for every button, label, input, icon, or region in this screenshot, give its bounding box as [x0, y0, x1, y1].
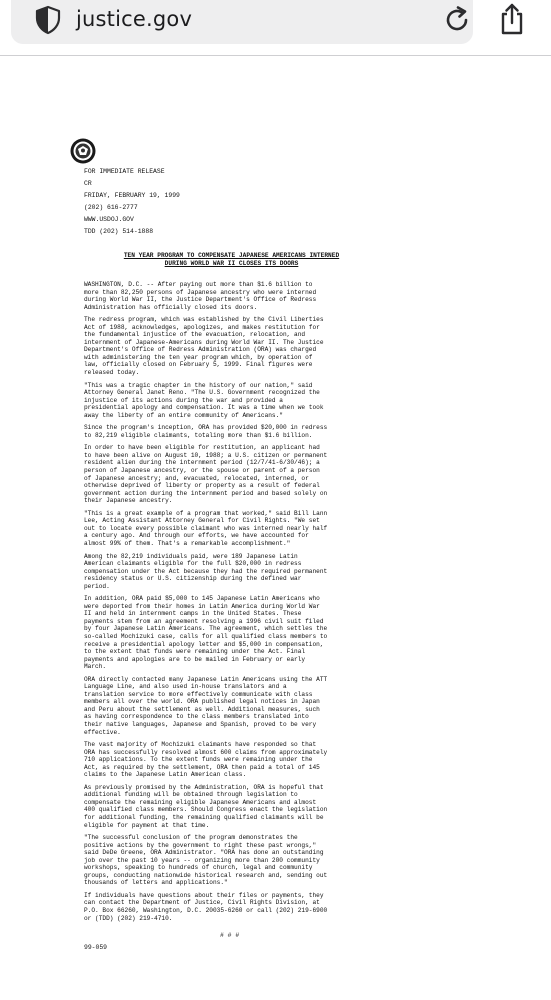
release-body: [84, 281, 380, 927]
shield-half-icon[interactable]: [33, 5, 63, 35]
headline-line-2: DURING WORLD WAR II CLOSES ITS DOORS: [164, 260, 299, 267]
doj-seal-icon: [70, 138, 96, 164]
paragraph: The redress program, which was established by the Civil Liberties Act of 1988, acknowledges, apologizes, and makes restitution for the fundamental injustice of the evacuation, relocation, and internment of Japanese-Americans during World War II. The Justice Department's Office of Redress Administration (ORA) was charged with administering the ten year program which, by operation of law, officially closed on February 5, 1999. Final figures were released today.: [84, 316, 324, 377]
headline: [84, 252, 379, 268]
paragraph: As previously promised by the Administration, ORA is hopeful that additional funding will be obtained through legislation to compensate the remaining eligible Japanese Americans and almost 400 qualified class members. Should Congress enact the legislation for additional funding, the remaining qualified claimants will be eligible for payment at that time.: [84, 783, 328, 829]
division-code: CR: [84, 180, 92, 187]
tdd-number: TDD (202) 514-1888: [84, 228, 154, 235]
release-date: FRIDAY, FEBRUARY 19, 1999: [84, 192, 180, 199]
paragraph: ORA directly contacted many Japanese Latin Americans using the ATT Language Line, and also used in-house translators and a translation service to more effectively communicate with class members all over the world. ORA published legal notices in Japan and Peru about the settlement as well. Additional measures, such as having correspondence to the class members translated into their native languages, Japanese and Spanish, proved to be very effective.: [84, 675, 328, 736]
share-icon[interactable]: [497, 2, 527, 36]
website: WWW.USDOJ.GOV: [84, 216, 134, 223]
address-bar[interactable]: [11, 0, 473, 44]
toolbar-divider: [0, 55, 551, 56]
for-immediate-release: FOR IMMEDIATE RELEASE: [84, 168, 165, 175]
document-number: 99-059: [84, 944, 108, 951]
browser-toolbar: [0, 0, 551, 56]
paragraph: In addition, ORA paid $5,000 to 145 Japanese Latin Americans who were deported from their homes in Latin America during World War II and held in internment camps in the United States. These payments stem from an agreement resolving a 1996 civil suit filed by four Japanese Latin Americans. The agreement, which settles the so-called Mochizuki case, calls for all qualified class members to receive a presidential apology letter and $5,000 in compensation, to the extent that funds were remaining under the Act. Final payments and apologies are to be mailed in February or early March.: [84, 595, 328, 671]
contact-phone: (202) 616-2777: [84, 204, 138, 211]
reload-icon[interactable]: [441, 4, 473, 36]
url-domain[interactable]: justice.gov: [76, 7, 193, 31]
paragraph: Since the program's inception, ORA has provided $20,000 in redress to 82,219 eligible claimants, totaling more than $1.6 billion.: [84, 424, 328, 439]
paragraph: If individuals have questions about their files or payments, they can contact the Department of Justice, Civil Rights Division, at P.O. Box 66260, Washington, D.C. 20035-6260 or call (202) 219-6900 or (TDD) (202) 219-4710.: [84, 891, 328, 922]
paragraph: WASHINGTON, D.C. -- After paying out more than $1.6 billion to more than 82,250 persons of Japanese ancestry who were interned during World War II, the Justice Department's Office of Redress Administration has officially closed its doors.: [84, 281, 317, 311]
paragraph: The vast majority of Mochizuki claimants have responded so that ORA has successfully resolved almost 600 claims from approximately 710 applications. To the extent funds were remaining under the Act, as required by the settlement, ORA then paid a total of 145 claims to the Japanese Latin American class.: [84, 741, 328, 779]
paragraph: "This was a tragic chapter in the history of our nation," said Attorney General Janet Reno. "The U.S. Government recognized the injustice of its actions during the war and provided a presidential apology and compensation. It was a time when we took away the liberty of an entire community of Americans.": [84, 381, 324, 419]
end-marks: # # #: [220, 932, 240, 939]
paragraph: Among the 82,219 individuals paid, were 189 Japanese Latin American claimants eligible for the full $20,000 in redress compensation under the Act because they had the required permanent residency status or U.S. citizenship during the defined war period.: [84, 552, 328, 590]
paragraph: In order to have been eligible for restitution, an applicant had to have been alive on August 10, 1988; a U.S. citizen or permanent resident alien during the internment period (12/7/41-6/30/46); a person of Japanese ancestry, or the spouse or parent of a person of Japanese ancestry; and, evacuated, relocated, interned, or otherwise deprived of liberty or property as a result of federal government action during the internment period and based solely on their Japanese ancestry.: [84, 444, 328, 505]
paragraph: "This is a great example of a program that worked," said Bill Lann Lee, Acting Assistant Attorney General for Civil Rights. "We set out to locate every possible claimant who was interned nearly half a century ago. And through our efforts, we have accounted for almost 99% of them. That's a remarkable accomplishment.": [84, 509, 328, 547]
paragraph: "The successful conclusion of the program demonstrates the positive actions by the government to right these past wrongs," said DeDe Greene, ORA Administrator. "ORA has done an outstanding job over the past 10 years -- organizing more than 200 community workshops, speaking to hundreds of church, legal and community groups, conducting nationwide historical research and, sending out thousands of letters and applications.": [84, 834, 328, 887]
headline-line-1: TEN YEAR PROGRAM TO COMPENSATE JAPANESE AMERICANS INTERNED: [123, 252, 340, 259]
